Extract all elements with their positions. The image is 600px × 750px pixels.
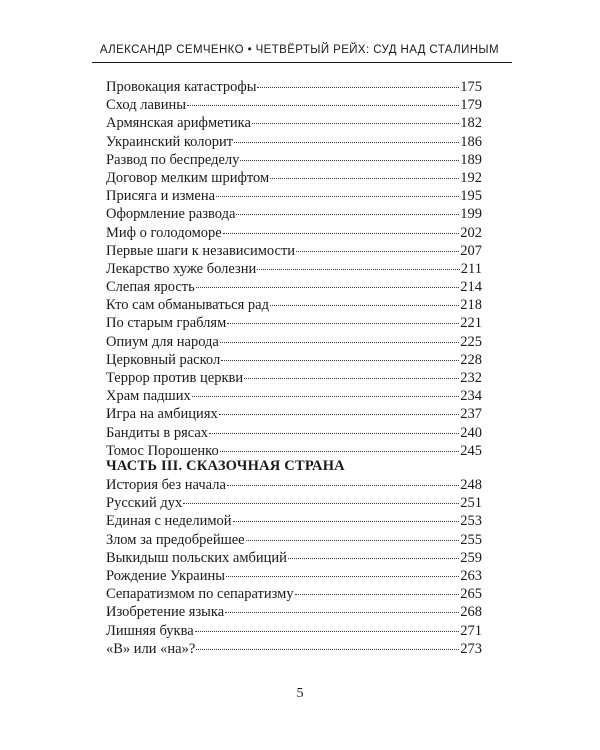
toc-entry-page: 271 <box>460 622 482 639</box>
dot-leader <box>296 251 459 252</box>
dot-leader <box>252 123 459 124</box>
toc-entry[interactable] <box>106 133 482 151</box>
dot-leader <box>226 576 459 577</box>
toc-entry-page: 225 <box>460 333 482 350</box>
dot-leader <box>236 214 459 215</box>
toc-entry-title: «В» или «на»? <box>106 640 196 657</box>
toc-entry-page: 218 <box>460 297 482 314</box>
toc-entry[interactable] <box>106 78 482 96</box>
dot-leader <box>187 105 459 106</box>
dot-leader <box>288 558 459 559</box>
toc-entry-page: 263 <box>460 567 482 584</box>
dot-leader <box>221 360 459 361</box>
toc-entry-title: Украинский колорит <box>106 133 234 150</box>
toc-entry-title: Миф о голодоморе <box>106 224 222 241</box>
toc-entry[interactable] <box>106 476 482 494</box>
header-rule <box>92 62 512 63</box>
dot-leader <box>270 305 459 306</box>
toc-entry-page: 179 <box>460 97 482 114</box>
toc-entry-title: История без начала <box>106 477 226 493</box>
toc-entry[interactable] <box>106 640 482 658</box>
dot-leader <box>219 414 460 415</box>
toc-entry-title: Игра на амбициях <box>106 406 218 423</box>
dot-leader <box>257 269 460 270</box>
toc-entry[interactable] <box>106 278 482 296</box>
toc-entry-page: 255 <box>460 531 482 548</box>
toc-entry-title: Опиум для народа <box>106 333 219 350</box>
dot-leader <box>270 178 459 179</box>
toc-entry-title: Кто сам обманываться рад <box>106 297 269 314</box>
toc-entry-page: 268 <box>460 604 482 621</box>
toc-entry-title: Бандиты в рясах <box>106 424 209 441</box>
toc-entry-title: Присяга и измена <box>106 188 216 205</box>
toc-entry-page: 214 <box>460 279 482 296</box>
toc-entry-page: 240 <box>460 424 482 441</box>
toc-entry[interactable] <box>106 205 482 223</box>
toc-entry-page: 207 <box>460 242 482 259</box>
dot-leader <box>244 378 459 379</box>
toc-entry-page: 199 <box>460 206 482 223</box>
toc-entry-page: 202 <box>460 224 482 241</box>
toc-entry-page: 189 <box>460 151 482 168</box>
toc-entry-page: 211 <box>460 260 482 277</box>
toc-entry[interactable] <box>106 114 482 132</box>
dot-leader <box>220 342 459 343</box>
toc-entry-page: 175 <box>460 79 482 95</box>
toc-entry-page: 182 <box>460 115 482 132</box>
toc-entry-page: 245 <box>460 442 482 459</box>
dot-leader <box>227 323 459 324</box>
toc-entry[interactable] <box>106 187 482 205</box>
dot-leader <box>216 196 459 197</box>
toc-entry-page: 228 <box>460 351 482 368</box>
running-head-text: АЛЕКСАНДР СЕМЧЕНКО • ЧЕТВЁРТЫЙ РЕЙХ: СУД НАД СТАЛИНЫМ <box>99 44 499 56</box>
dot-leader <box>225 612 459 613</box>
dot-leader <box>209 433 459 434</box>
dot-leader <box>234 142 459 143</box>
toc-entry[interactable] <box>106 603 482 621</box>
toc-entry[interactable] <box>106 567 482 585</box>
toc-entry-title: Лишняя буква <box>106 622 194 639</box>
toc-entry-title: Развод по беспределу <box>106 151 240 168</box>
toc-entry[interactable] <box>106 169 482 187</box>
toc-entry-title: Церковный раскол <box>106 351 221 368</box>
toc-entry-page: 234 <box>460 388 482 405</box>
dot-leader <box>195 631 460 632</box>
toc-entry[interactable] <box>106 314 482 332</box>
toc-entry[interactable] <box>106 260 482 278</box>
toc-entry-page: 232 <box>460 370 482 386</box>
toc-entry-title: Русский дух <box>106 495 183 512</box>
toc-entry-page: 221 <box>460 315 482 332</box>
toc-entry-title: Слепая ярость <box>106 279 195 296</box>
dot-leader <box>196 649 459 650</box>
toc-entry-title: Армянская арифметика <box>106 115 251 132</box>
dot-leader <box>192 396 460 397</box>
toc-entry-page: 259 <box>460 549 482 566</box>
dot-leader <box>227 485 459 486</box>
toc-entry-title: Храм падших <box>106 388 191 405</box>
dot-leader <box>220 451 460 452</box>
toc-entry[interactable] <box>106 96 482 114</box>
page-number: 5 <box>296 686 304 701</box>
dot-leader <box>240 160 459 161</box>
toc-entry-page: 251 <box>460 495 482 512</box>
toc-entry-page: 186 <box>460 133 482 150</box>
toc-entry-title: Сход лавины <box>106 97 186 114</box>
toc-entry-title: Томос Порошенко <box>106 442 219 459</box>
dot-leader <box>233 521 460 522</box>
toc-entry-page: 265 <box>460 586 482 603</box>
toc-entry-page: 248 <box>460 477 482 493</box>
toc-entry-title: Единая с неделимой <box>106 513 232 530</box>
toc-entry[interactable] <box>106 424 482 442</box>
toc-entry-title: Договор мелким шрифтом <box>106 169 270 186</box>
toc-entry-title: Выкидыш польских амбиций <box>106 549 287 566</box>
toc-entry-title: По старым граблям <box>106 315 227 332</box>
dot-leader <box>246 540 460 541</box>
dot-leader <box>196 287 460 288</box>
toc-entry-title: Рождение Украины <box>106 567 225 584</box>
toc-entry[interactable] <box>106 242 482 260</box>
running-header <box>0 44 600 62</box>
toc-entry-page: 195 <box>460 188 482 205</box>
toc-entry-title: Первые шаги к независимости <box>106 242 296 259</box>
dot-leader <box>295 594 460 595</box>
toc-list-first <box>106 78 482 460</box>
toc-entry-page: 192 <box>460 169 482 186</box>
toc-entry-title: Террор против церкви <box>106 370 244 386</box>
toc-entry-page: 273 <box>460 640 482 657</box>
toc-entry-page: 237 <box>460 406 482 423</box>
toc-entry[interactable] <box>106 351 482 369</box>
toc-entry[interactable] <box>106 549 482 567</box>
toc-entry[interactable] <box>106 224 482 242</box>
toc-entry-title: Лекарство хуже болезни <box>106 260 257 277</box>
toc-entry[interactable] <box>106 296 482 314</box>
toc-entry[interactable] <box>106 333 482 351</box>
toc-entry[interactable] <box>106 512 482 530</box>
toc-list-second <box>106 476 482 658</box>
toc-entry-title: Изобретение языка <box>106 604 225 621</box>
toc-entry[interactable] <box>106 531 482 549</box>
toc-entry-page: 253 <box>460 513 482 530</box>
dot-leader <box>223 233 460 234</box>
toc-entry[interactable] <box>106 494 482 512</box>
toc-entry[interactable] <box>106 585 482 603</box>
toc-entry[interactable] <box>106 151 482 169</box>
part-heading: ЧАСТЬ III. СКАЗОЧНАЯ СТРАНА <box>106 458 345 474</box>
toc-entry[interactable] <box>106 387 482 405</box>
toc-entry-title: Оформление развода <box>106 206 236 223</box>
toc-entry[interactable] <box>106 622 482 640</box>
toc-entry-title: Провокация катастрофы <box>106 79 257 95</box>
dot-leader <box>183 503 459 504</box>
dot-leader <box>257 87 459 88</box>
toc-entry-title: Сепаратизмом по сепаратизму <box>106 586 294 603</box>
toc-entry[interactable] <box>106 405 482 423</box>
toc-entry[interactable] <box>106 369 482 387</box>
toc-entry-title: Злом за предобрейшее <box>106 531 245 548</box>
